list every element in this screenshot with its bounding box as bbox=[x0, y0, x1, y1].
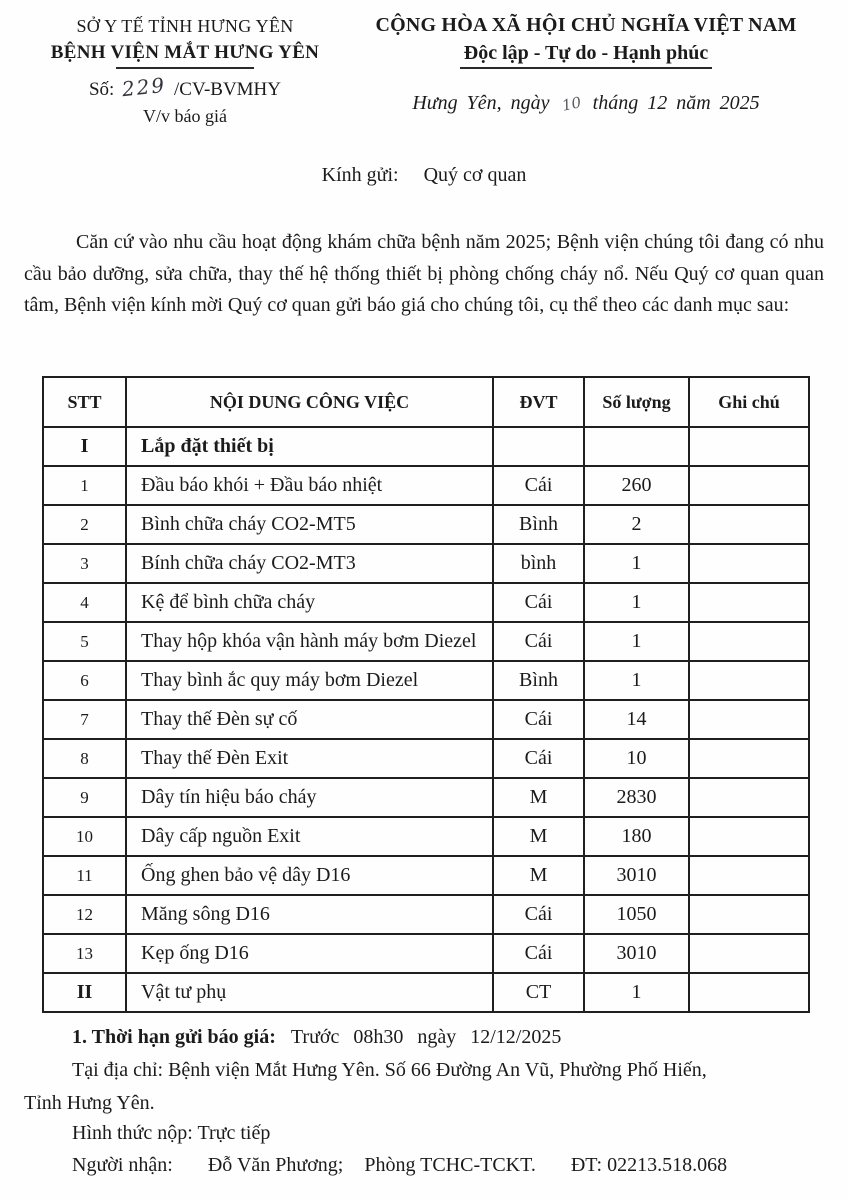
cell-qty: 2 bbox=[584, 505, 689, 544]
table-row bbox=[43, 544, 809, 583]
table-row bbox=[43, 427, 809, 466]
cell-content: Thay bình ắc quy máy bơm Diezel bbox=[126, 661, 493, 700]
date-day-handwritten: 10 bbox=[559, 93, 583, 115]
cell-note bbox=[689, 700, 809, 739]
cell-content: Thay thế Đèn Exit bbox=[126, 739, 493, 778]
salutation-label: Kính gửi: bbox=[321, 164, 399, 186]
cell-dvt bbox=[493, 427, 584, 466]
cell-note bbox=[689, 934, 809, 973]
table-row bbox=[43, 778, 809, 817]
cell-stt: 2 bbox=[43, 505, 126, 544]
document-number-line bbox=[34, 72, 336, 102]
cell-dvt: Bình bbox=[493, 505, 584, 544]
submit-method-line: Hình thức nộp: Trực tiếp bbox=[72, 1122, 271, 1144]
cell-content: Bính chữa cháy CO2-MT3 bbox=[126, 544, 493, 583]
address-line-2: Tỉnh Hưng Yên. bbox=[24, 1092, 155, 1114]
cell-qty: 1 bbox=[584, 544, 689, 583]
document-subject: V/v báo giá bbox=[143, 106, 227, 126]
cell-dvt: M bbox=[493, 856, 584, 895]
cell-content: Dây cấp nguồn Exit bbox=[126, 817, 493, 856]
cell-dvt: CT bbox=[493, 973, 584, 1012]
table-row bbox=[43, 622, 809, 661]
cell-content: Thay thế Đèn sự cố bbox=[126, 700, 493, 739]
date-line bbox=[348, 92, 824, 115]
cell-dvt: M bbox=[493, 817, 584, 856]
cell-stt: 7 bbox=[43, 700, 126, 739]
table-row bbox=[43, 583, 809, 622]
date-suffix: tháng 12 năm 2025 bbox=[592, 92, 760, 114]
cell-qty: 14 bbox=[584, 700, 689, 739]
cell-content: Lắp đặt thiết bị bbox=[126, 427, 493, 466]
body-paragraph: Căn cứ vào nhu cầu hoạt động khám chữa bệnh năm 2025; Bệnh viện chúng tôi đang có nhu cầu bảo dưỡng, sửa chữa, thay thế hệ thống thiết bị phòng chống cháy nổ. Nếu Quý cơ quan quan tâm, Bệnh viện kính mời Quý cơ quan gửi báo giá cho chúng tôi, cụ thể theo các danh mục sau: bbox=[24, 231, 824, 316]
table-header bbox=[43, 377, 809, 427]
cell-note bbox=[689, 583, 809, 622]
cell-stt: 1 bbox=[43, 466, 126, 505]
cell-qty: 1050 bbox=[584, 895, 689, 934]
recipient-name: Đỗ Văn Phương; bbox=[207, 1154, 344, 1176]
cell-qty: 3010 bbox=[584, 856, 689, 895]
deadline-label: 1. Thời hạn gửi báo giá: bbox=[72, 1026, 276, 1048]
cell-qty: 260 bbox=[584, 466, 689, 505]
letterhead-right bbox=[348, 14, 824, 115]
cell-dvt: Cái bbox=[493, 700, 584, 739]
cell-qty: 1 bbox=[584, 622, 689, 661]
national-title: CỘNG HÒA XÃ HỘI CHỦ NGHĨA VIỆT NAM bbox=[375, 14, 797, 36]
cell-qty bbox=[584, 427, 689, 466]
table-row bbox=[43, 856, 809, 895]
recipient-line bbox=[72, 1154, 727, 1177]
cell-qty: 10 bbox=[584, 739, 689, 778]
cell-note bbox=[689, 505, 809, 544]
cell-dvt: Cái bbox=[493, 934, 584, 973]
recipient-phone: ĐT: 02213.518.068 bbox=[570, 1154, 728, 1176]
cell-content: Ống ghen bảo vệ dây D16 bbox=[126, 856, 493, 895]
cell-content: Bình chữa cháy CO2-MT5 bbox=[126, 505, 493, 544]
cell-note bbox=[689, 466, 809, 505]
cell-note bbox=[689, 895, 809, 934]
col-header-note: Ghi chú bbox=[689, 377, 809, 427]
table-row bbox=[43, 817, 809, 856]
cell-note bbox=[689, 856, 809, 895]
col-header-dvt: ĐVT bbox=[493, 377, 584, 427]
cell-stt: 4 bbox=[43, 583, 126, 622]
cell-note bbox=[689, 973, 809, 1012]
cell-qty: 1 bbox=[584, 661, 689, 700]
recipient-department: Phòng TCHC-TCKT. bbox=[364, 1154, 536, 1176]
cell-content: Kẹp ống D16 bbox=[126, 934, 493, 973]
cell-dvt: Cái bbox=[493, 583, 584, 622]
cell-content: Dây tín hiệu báo cháy bbox=[126, 778, 493, 817]
doc-number-handwritten: 229 bbox=[120, 72, 168, 102]
col-header-content: NỘI DUNG CÔNG VIỆC bbox=[126, 377, 493, 427]
recipient-label: Người nhận: bbox=[72, 1154, 173, 1176]
agency-name: SỞ Y TẾ TỈNH HƯNG YÊN bbox=[76, 16, 294, 36]
cell-stt: 8 bbox=[43, 739, 126, 778]
cell-content: Măng sông D16 bbox=[126, 895, 493, 934]
cell-dvt: Bình bbox=[493, 661, 584, 700]
table-row bbox=[43, 505, 809, 544]
cell-note bbox=[689, 817, 809, 856]
cell-dvt: M bbox=[493, 778, 584, 817]
cell-stt: 5 bbox=[43, 622, 126, 661]
salutation-recipient: Quý cơ quan bbox=[423, 164, 527, 186]
cell-content: Thay hộp khóa vận hành máy bơm Diezel bbox=[126, 622, 493, 661]
cell-note bbox=[689, 778, 809, 817]
cell-note bbox=[689, 661, 809, 700]
cell-content: Đầu báo khói + Đầu báo nhiệt bbox=[126, 466, 493, 505]
deadline-line bbox=[72, 1026, 561, 1049]
motto-wrap bbox=[348, 42, 824, 69]
date-prefix: Hưng Yên, ngày bbox=[412, 92, 550, 114]
cell-dvt: Cái bbox=[493, 622, 584, 661]
deadline-value: Trước 08h30 ngày 12/12/2025 bbox=[290, 1026, 562, 1048]
cell-dvt: Cái bbox=[493, 466, 584, 505]
col-header-qty: Số lượng bbox=[584, 377, 689, 427]
cell-note bbox=[689, 427, 809, 466]
table-header-row bbox=[43, 377, 809, 427]
cell-qty: 180 bbox=[584, 817, 689, 856]
address-line-1: Tại địa chỉ: Bệnh viện Mắt Hưng Yên. Số 66 Đường An Vũ, Phường Phố Hiến, bbox=[72, 1059, 707, 1081]
organization-name: BỆNH VIỆN MẮT HƯNG YÊN bbox=[50, 42, 320, 63]
quote-table-body bbox=[43, 427, 809, 1012]
cell-stt: 13 bbox=[43, 934, 126, 973]
cell-qty: 2830 bbox=[584, 778, 689, 817]
cell-qty: 3010 bbox=[584, 934, 689, 973]
cell-content: Kệ để bình chữa cháy bbox=[126, 583, 493, 622]
cell-qty: 1 bbox=[584, 583, 689, 622]
cell-dvt: Cái bbox=[493, 895, 584, 934]
table-row bbox=[43, 895, 809, 934]
cell-stt: II bbox=[43, 973, 126, 1012]
cell-stt: 12 bbox=[43, 895, 126, 934]
national-motto: Độc lập - Tự do - Hạnh phúc bbox=[460, 42, 712, 69]
cell-stt: I bbox=[43, 427, 126, 466]
salutation-line bbox=[0, 164, 848, 187]
letterhead-left bbox=[34, 16, 336, 127]
table-row bbox=[43, 466, 809, 505]
table-row bbox=[43, 700, 809, 739]
cell-stt: 9 bbox=[43, 778, 126, 817]
org-name-underline bbox=[116, 67, 254, 69]
cell-stt: 11 bbox=[43, 856, 126, 895]
cell-note bbox=[689, 544, 809, 583]
cell-stt: 3 bbox=[43, 544, 126, 583]
table-row bbox=[43, 973, 809, 1012]
cell-note bbox=[689, 739, 809, 778]
table-row bbox=[43, 934, 809, 973]
table-row bbox=[43, 661, 809, 700]
cell-note bbox=[689, 622, 809, 661]
cell-content: Vật tư phụ bbox=[126, 973, 493, 1012]
doc-number-label: Số: bbox=[88, 79, 115, 100]
cell-stt: 10 bbox=[43, 817, 126, 856]
quotation-table bbox=[42, 376, 810, 1013]
cell-dvt: bình bbox=[493, 544, 584, 583]
col-header-stt: STT bbox=[43, 377, 126, 427]
cell-qty: 1 bbox=[584, 973, 689, 1012]
table-row bbox=[43, 739, 809, 778]
cell-stt: 6 bbox=[43, 661, 126, 700]
doc-number-suffix: /CV-BVMHY bbox=[174, 79, 282, 100]
cell-dvt: Cái bbox=[493, 739, 584, 778]
